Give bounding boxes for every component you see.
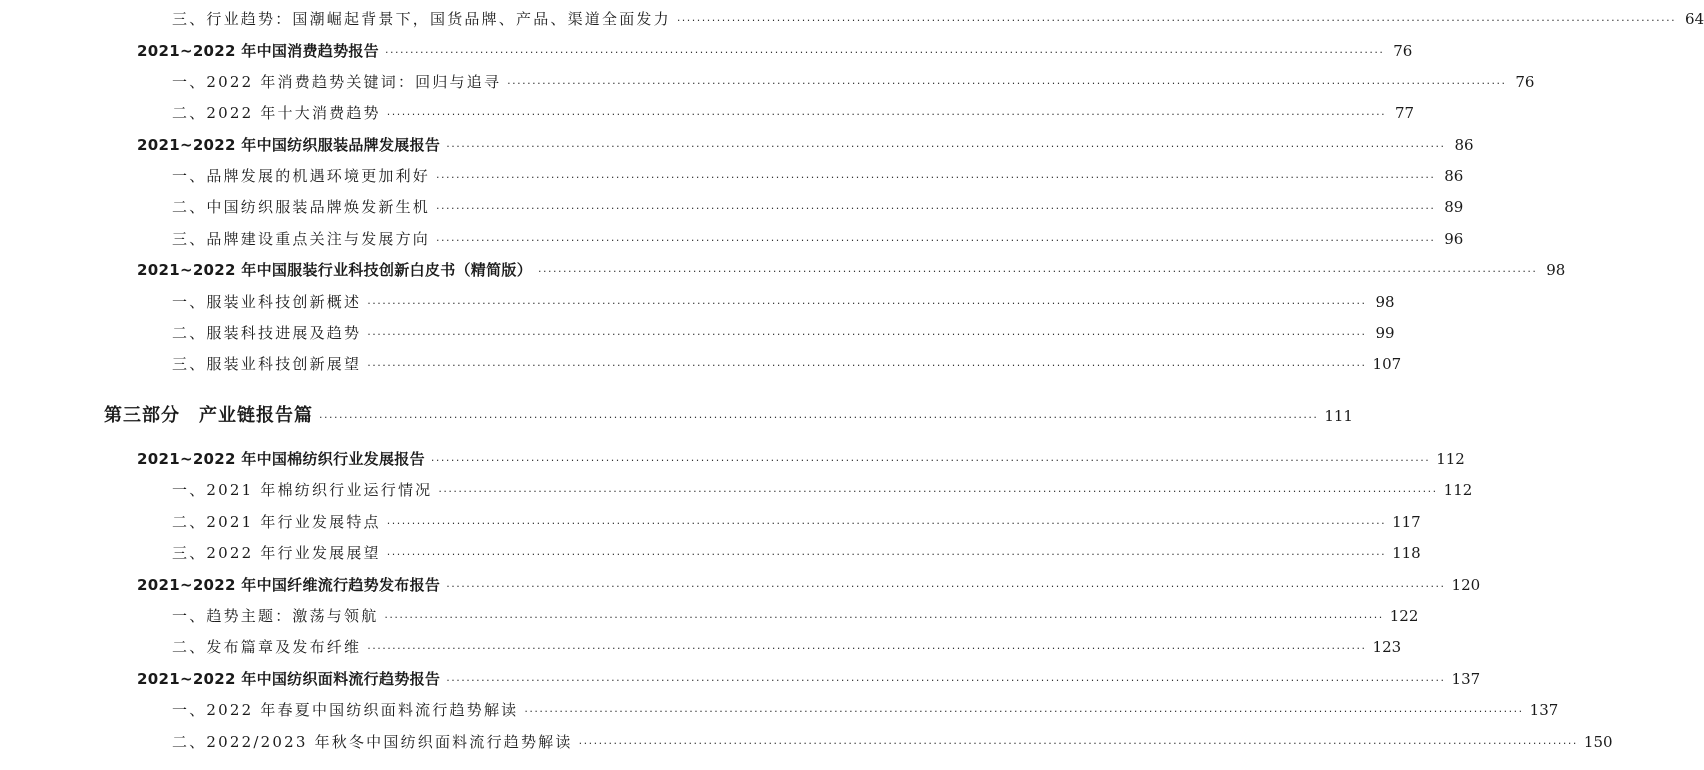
dot-leader: ········································································································································································································ bbox=[319, 411, 1319, 424]
toc-section-entry bbox=[172, 479, 1473, 500]
toc-page-number: 76 bbox=[1515, 73, 1535, 91]
dot-leader: ········································································································································································································ bbox=[676, 14, 1677, 27]
dot-leader: ········································································································································································································ bbox=[446, 674, 1446, 687]
toc-section-entry bbox=[172, 731, 1613, 752]
toc-report-entry bbox=[137, 448, 1465, 469]
toc-section-entry bbox=[172, 636, 1402, 657]
toc-entry-title: 三、服装业科技创新展望 bbox=[172, 355, 362, 373]
dot-leader: ········································································································································································································ bbox=[367, 642, 1367, 655]
toc-entry-title: 一、2022 年消费趋势关键词：回归与追寻 bbox=[172, 73, 502, 91]
toc-section-entry bbox=[172, 228, 1464, 249]
toc-report-entry bbox=[137, 40, 1413, 61]
toc-page-number: 86 bbox=[1444, 167, 1464, 185]
toc-page-number: 150 bbox=[1583, 733, 1613, 751]
dot-leader: ········································································································································································································ bbox=[507, 77, 1507, 90]
toc-page-number: 137 bbox=[1529, 701, 1559, 719]
toc-page-number: 118 bbox=[1392, 544, 1421, 562]
toc-page-number: 99 bbox=[1375, 324, 1395, 342]
toc-entry-title: 2021~2022 年中国纺织面料流行趋势报告 bbox=[137, 670, 441, 688]
toc-entry-title: 2021~2022 年中国棉纺织行业发展报告 bbox=[137, 450, 425, 468]
toc-entry-title: 二、服装科技进展及趋势 bbox=[172, 324, 362, 342]
dot-leader: ········································································································································································································ bbox=[524, 705, 1524, 718]
toc-entry-title: 一、趋势主题：激荡与领航 bbox=[172, 607, 379, 625]
toc-page-number: 107 bbox=[1372, 355, 1402, 373]
toc-entry-title: 一、服装业科技创新概述 bbox=[172, 293, 362, 311]
dot-leader: ········································································································································································································ bbox=[385, 46, 1385, 59]
dot-leader: ········································································································································································································ bbox=[538, 265, 1538, 278]
toc-entry-title: 二、2021 年行业发展特点 bbox=[172, 513, 381, 531]
dot-leader: ········································································································································································································ bbox=[367, 328, 1367, 341]
toc-entry-title: 三、行业趋势：国潮崛起背景下，国货品牌、产品、渠道全面发力 bbox=[172, 10, 671, 28]
toc-section-entry bbox=[172, 102, 1415, 123]
toc-entry-title: 三、品牌建设重点关注与发展方向 bbox=[172, 230, 431, 248]
toc-entry-title: 2021~2022 年中国消费趋势报告 bbox=[137, 42, 379, 60]
toc-entry-title: 三、2022 年行业发展展望 bbox=[172, 544, 381, 562]
dot-leader: ········································································································································································································ bbox=[384, 611, 1384, 624]
toc-section-entry bbox=[172, 605, 1419, 626]
toc-entry-title: 二、2022 年十大消费趋势 bbox=[172, 104, 381, 122]
toc-page-number: 112 bbox=[1443, 481, 1473, 499]
dot-leader: ········································································································································································································ bbox=[446, 140, 1446, 153]
toc-page-number: 111 bbox=[1324, 407, 1353, 425]
toc-section-entry bbox=[172, 511, 1421, 532]
toc-part-heading bbox=[104, 401, 1353, 427]
toc-entry-title: 二、发布篇章及发布纤维 bbox=[172, 638, 362, 656]
toc-section-entry bbox=[172, 699, 1559, 720]
toc-page-number: 64 bbox=[1685, 10, 1704, 28]
toc-section-entry bbox=[172, 542, 1421, 563]
toc-section-entry bbox=[172, 165, 1464, 186]
toc-section-entry bbox=[172, 291, 1395, 312]
toc-page-number: 96 bbox=[1444, 230, 1464, 248]
toc-page-number: 98 bbox=[1375, 293, 1395, 311]
dot-leader: ········································································································································································································ bbox=[430, 454, 1431, 467]
toc-entry-title: 一、2021 年棉纺织行业运行情况 bbox=[172, 481, 433, 499]
dot-leader: ········································································································································································································ bbox=[438, 485, 1438, 498]
dot-leader: ········································································································································································································ bbox=[578, 737, 1578, 750]
toc-section-entry bbox=[172, 8, 1704, 29]
toc-page-number: 120 bbox=[1451, 576, 1481, 594]
toc-entry-title: 第三部分 产业链报告篇 bbox=[104, 405, 313, 426]
toc-page-number: 86 bbox=[1454, 136, 1474, 154]
dot-leader: ········································································································································································································ bbox=[367, 297, 1367, 310]
toc-entry-title: 二、中国纺织服装品牌焕发新生机 bbox=[172, 198, 431, 216]
toc-entry-title: 2021~2022 年中国纤维流行趋势发布报告 bbox=[137, 576, 441, 594]
toc-page-number: 112 bbox=[1436, 450, 1465, 468]
toc-page-number: 76 bbox=[1393, 42, 1413, 60]
toc-page-number: 137 bbox=[1451, 670, 1481, 688]
toc-entry-title: 2021~2022 年中国服装行业科技创新白皮书（精简版） bbox=[137, 261, 532, 279]
toc-entry-title: 一、品牌发展的机遇环境更加利好 bbox=[172, 167, 431, 185]
dot-leader: ········································································································································································································ bbox=[386, 517, 1387, 530]
dot-leader: ········································································································································································································ bbox=[436, 171, 1436, 184]
dot-leader: ········································································································································································································ bbox=[436, 234, 1436, 247]
toc-entry-title: 2021~2022 年中国纺织服装品牌发展报告 bbox=[137, 136, 441, 154]
dot-leader: ········································································································································································································ bbox=[386, 108, 1387, 121]
dot-leader: ········································································································································································································ bbox=[386, 548, 1387, 561]
dot-leader: ········································································································································································································ bbox=[367, 359, 1367, 372]
toc-section-entry bbox=[172, 196, 1464, 217]
toc-page-number: 123 bbox=[1372, 638, 1402, 656]
toc-section-entry bbox=[172, 71, 1535, 92]
dot-leader: ········································································································································································································ bbox=[436, 202, 1436, 215]
toc-entry-title: 二、2022/2023 年秋冬中国纺织面料流行趋势解读 bbox=[172, 733, 573, 751]
toc-page-number: 89 bbox=[1444, 198, 1464, 216]
toc-page-number: 122 bbox=[1389, 607, 1419, 625]
toc-section-entry bbox=[172, 353, 1402, 374]
dot-leader: ········································································································································································································ bbox=[446, 580, 1446, 593]
toc-report-entry bbox=[137, 259, 1566, 280]
toc-page-number: 98 bbox=[1546, 261, 1566, 279]
toc-page-number: 117 bbox=[1392, 513, 1421, 531]
toc-section-entry bbox=[172, 322, 1395, 343]
toc-report-entry bbox=[137, 668, 1481, 689]
toc-entry-title: 一、2022 年春夏中国纺织面料流行趋势解读 bbox=[172, 701, 519, 719]
toc-report-entry bbox=[137, 134, 1474, 155]
toc-report-entry bbox=[137, 574, 1481, 595]
toc-page-number: 77 bbox=[1394, 104, 1415, 122]
